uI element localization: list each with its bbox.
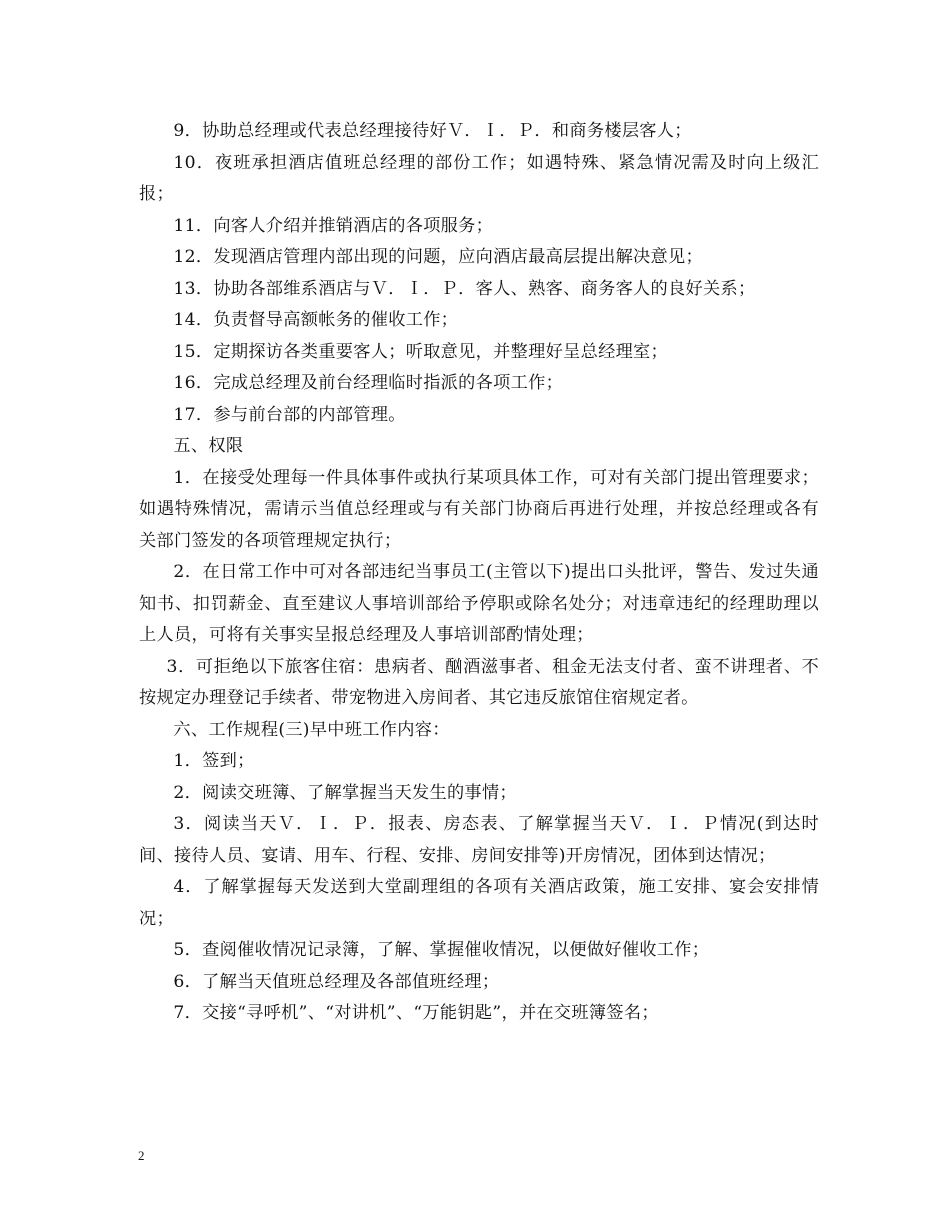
paragraph-item-15: 15．定期探访各类重要客人；听取意见，并整理好呈总经理室； — [173, 341, 669, 362]
procedure-item-4: 4．了解掌握每天发送到大堂副理组的各项有关酒店政策，施工安排、宴会安排情况； — [139, 877, 819, 929]
document-body — [139, 116, 819, 1030]
paragraph-item-11: 11．向客人介绍并推销酒店的各项服务； — [173, 215, 494, 236]
paragraph-item-17: 17．参与前台部的内部管理。 — [173, 404, 406, 425]
paragraph-item-9: 9．协助总经理或代表总经理接待好Ｖ．Ｉ．Ｐ．和商务楼层客人； — [173, 121, 692, 141]
paragraph-item-16: 16．完成总经理及前台经理临时指派的各项工作； — [173, 373, 564, 393]
procedure-item-5: 5．查阅催收情况记录簿，了解、掌握催收情况，以便做好催收工作； — [173, 940, 710, 960]
paragraph-item-13: 13．协助各部维系酒店与Ｖ．Ｉ．Ｐ．客人、熟客、商务客人的良好关系； — [173, 278, 756, 299]
procedure-item-1: 1．签到； — [173, 751, 255, 771]
procedure-item-6: 6．了解当天值班总经理及各部值班经理； — [173, 971, 500, 992]
procedure-item-2: 2．阅读交班簿、了解掌握当天发生的事情； — [173, 782, 517, 803]
permission-item-3: 3．可拒绝以下旅客住宿：患病者、酗酒滋事者、租金无法支付者、蛮不讲理者、不按规定办理登记手续者、带宠物进入房间者、其它违反旅馆住宿规定者。 — [139, 656, 819, 708]
page-number: 2 — [138, 1148, 145, 1163]
permission-item-1: 1．在接受处理每一件具体事件或执行某项具体工作，可对有关部门提出管理要求；如遇特殊情况，需请示当值总经理或与有关部门协商后再进行处理，并按总经理或各有关部门签发的各项管理规定执行； — [139, 467, 819, 551]
procedure-item-3: 3．阅读当天Ｖ．Ｉ．Ｐ．报表、房态表、了解掌握当天Ｖ．Ｉ．Ｐ情况(到达时间、接待人员、宴请、用车、行程、安排、房间安排等)开房情况，团体到达情况； — [139, 814, 819, 866]
paragraph-item-14: 14．负责督导高额帐务的催收工作； — [173, 310, 459, 330]
paragraph-item-10: 10．夜班承担酒店值班总经理的部份工作；如遇特殊、紧急情况需及时向上级汇报； — [139, 152, 819, 204]
section-heading-procedures: 六、工作规程(三)早中班工作内容： — [173, 719, 450, 740]
permission-item-2: 2．在日常工作中可对各部违纪当事员工(主管以下)提出口头批评，警告、发过失通知书、扣罚薪金、直至建议人事培训部给予停职或除名处分；对违章违纪的经理助理以上人员，可将有关事实呈报总经理及人事培训部酌情处理； — [139, 562, 819, 645]
procedure-item-7: 7．交接“寻呼机”、“对讲机”、“万能钥匙”，并在交班簿签名； — [173, 1003, 659, 1023]
section-heading-permissions: 五、权限 — [173, 436, 244, 456]
paragraph-item-12: 12．发现酒店管理内部出现的问题，应向酒店最高层提出解决意见； — [173, 247, 704, 267]
